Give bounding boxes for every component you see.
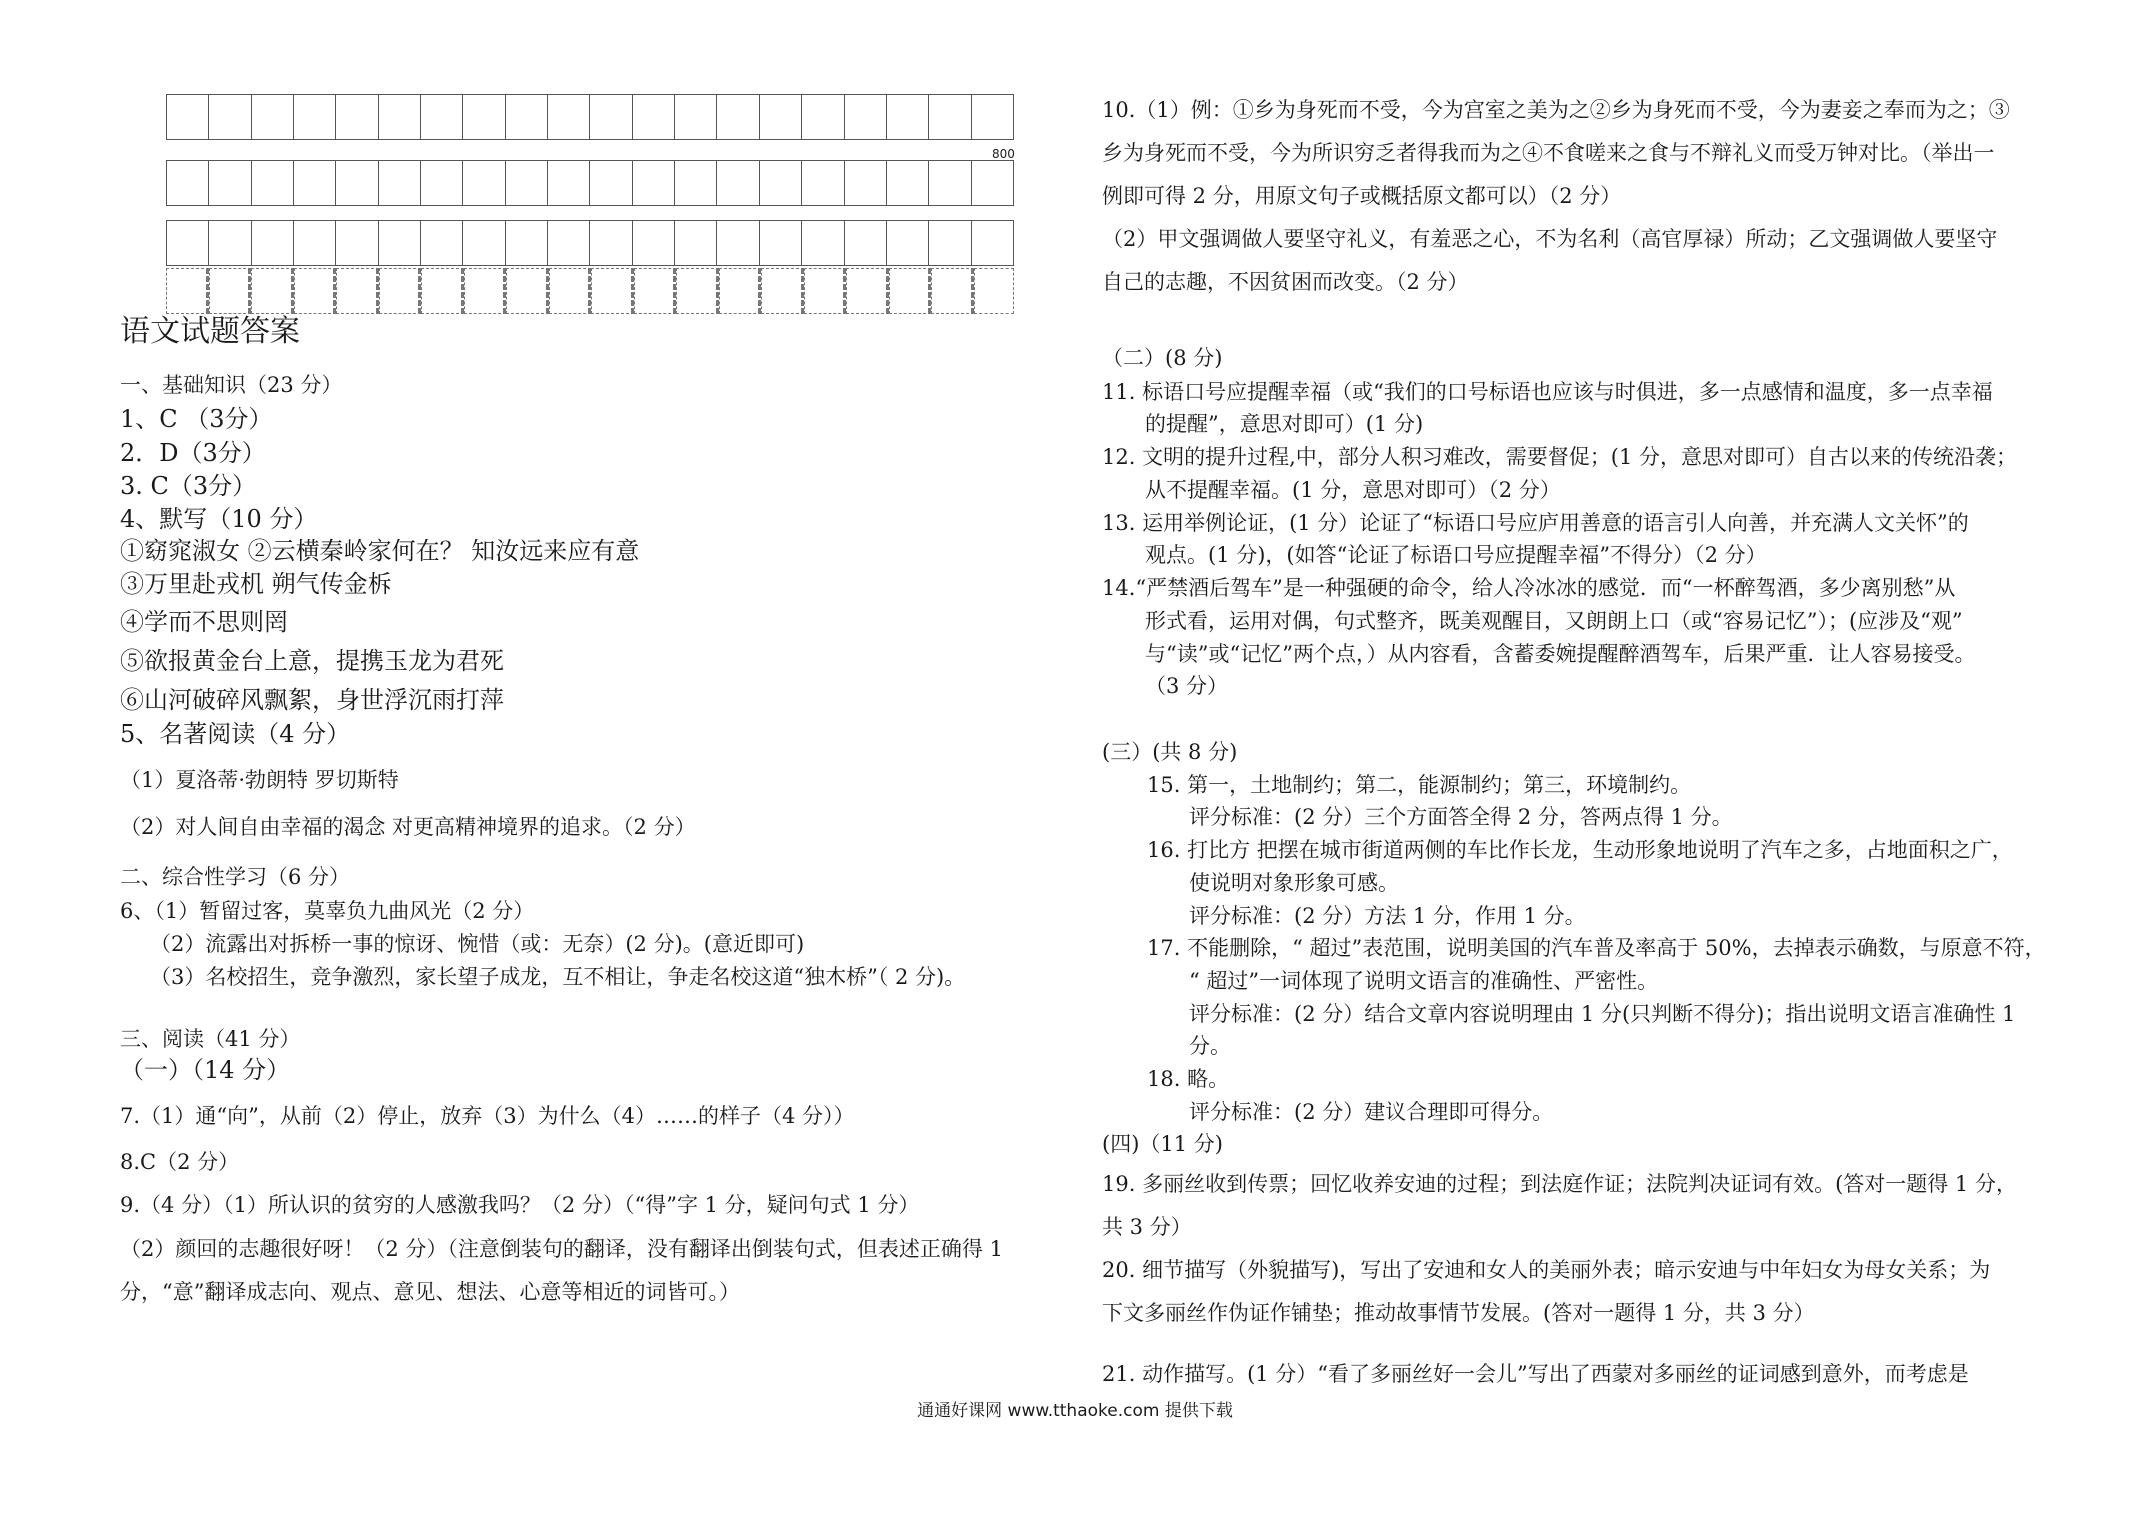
grid-row: [166, 94, 1014, 140]
grid-cell: [589, 160, 631, 206]
grid-cell: [549, 268, 592, 314]
grid-cell: [335, 160, 377, 206]
grid-cell: [251, 94, 293, 140]
grid-cell: [928, 94, 970, 140]
answer-line: ⑥山河破碎风飘絮，身世浮沉雨打萍: [120, 686, 504, 714]
grid-cell: [293, 160, 335, 206]
answer-line: （2）颜回的志趣很好呀！（2 分）（注意倒装句的翻译，没有翻译出倒装句式，但表述正确得 1: [120, 1237, 1003, 1261]
grid-cell: [379, 268, 422, 314]
grid-cell: [462, 220, 504, 266]
grid-cell: [335, 94, 377, 140]
answer-line: 1、C （3分）: [120, 405, 273, 433]
answer-line: 12. 文明的提升过程,中，部分人积习难改，需要督促；(1 分，意思对即可）自古以来的传统沿袭；: [1102, 445, 2017, 469]
grid-cell: [420, 160, 462, 206]
answer-line: 观点。(1 分)，(如答“论证了标语口号应提醒幸福”不得分）（2 分）: [1145, 543, 1767, 567]
answer-line: 使说明对象形象可感。: [1189, 871, 1399, 895]
answer-line: （2）对人间自由幸福的渴念 对更高精神境界的追求。（2 分）: [120, 815, 696, 839]
grid-cell: [251, 220, 293, 266]
grid-cell: [506, 268, 549, 314]
grid-cell: [421, 268, 464, 314]
answer-line: “ 超过”一词体现了说明文语言的准确性、严密性。: [1189, 969, 1659, 993]
grid-cell: [293, 94, 335, 140]
grid-cell: [293, 220, 335, 266]
grid-cell: [208, 160, 250, 206]
answer-line: （2）甲文强调做人要坚守礼义，有羞恶之心，不为名利（高官厚禄）所动；乙文强调做人要坚守: [1102, 227, 1998, 251]
footer-text: 通通好课网 www.tthaoke.com 提供下载: [917, 1401, 1233, 1421]
grid-cell: [674, 94, 716, 140]
grid-cell: [251, 268, 294, 314]
grid-cell: [166, 94, 208, 140]
grid-cell: [759, 220, 801, 266]
grid-cell: [974, 268, 1015, 314]
grid-cell: [928, 220, 970, 266]
grid-cell: [589, 220, 631, 266]
answer-line: 6、（1）暂留过客，莫辜负九曲风光（2 分）: [120, 899, 535, 923]
answer-line: 5、名著阅读（4 分）: [120, 720, 351, 748]
scoring-line: 评分标准：(2 分）三个方面答全得 2 分，答两点得 1 分。: [1189, 805, 1733, 829]
grid-cell: [251, 160, 293, 206]
grid-cell: [886, 160, 928, 206]
grid-cell: [378, 220, 420, 266]
grid-cell: [209, 268, 252, 314]
answer-line: 共 3 分）: [1102, 1215, 1192, 1239]
answer-line: 19. 多丽丝收到传票；回忆收养安迪的过程；到法庭作证；法院判决证词有效。(答对一题得 1 分，: [1102, 1172, 2017, 1196]
answer-line: 9.（4 分）（1）所认识的贫穷的人感激我吗？（2 分）（“得”字 1 分，疑问句式 1 分）: [120, 1193, 920, 1217]
grid-cell: [166, 268, 209, 314]
section-heading: 二、综合性学习（6 分）: [120, 865, 351, 889]
answer-line: 从不提醒幸福。(1 分，意思对即可）（2 分）: [1145, 478, 1561, 502]
answer-line: 8.C（2 分）: [120, 1150, 240, 1174]
answer-line: 17. 不能删除，“ 超过”表范围，说明美国的汽车普及率高于 50%，去掉表示确数，与原意不符，: [1147, 936, 2046, 960]
answer-line: 16. 打比方 把摆在城市街道两侧的车比作长龙，生动形象地说明了汽车之多，占地面积之广，: [1147, 838, 2013, 862]
grid-cell: [335, 220, 377, 266]
answer-line: 4、默写（10 分）: [120, 505, 318, 533]
grid-cell: [632, 160, 674, 206]
grid-cell: [589, 94, 631, 140]
section-heading: 三、阅读（41 分）: [120, 1027, 301, 1051]
grid-cell: [166, 160, 208, 206]
answer-line: 的提醒”，意思对即可）(1 分): [1145, 412, 1424, 436]
answer-line: 18. 略。: [1147, 1067, 1230, 1091]
grid-cell: [801, 160, 843, 206]
answer-line: ⑤欲报黄金台上意，提携玉龙为君死: [120, 647, 504, 675]
grid-cell: [801, 220, 843, 266]
answer-line: 下文多丽丝作伪证作铺垫；推动故事情节发展。(答对一题得 1 分，共 3 分）: [1102, 1301, 1815, 1325]
grid-cell: [674, 220, 716, 266]
grid-cell: [166, 220, 208, 266]
scoring-line: 评分标准：(2 分）方法 1 分，作用 1 分。: [1189, 904, 1586, 928]
grid-cell: [971, 160, 1014, 206]
grid-cell: [886, 220, 928, 266]
grid-cell: [716, 94, 758, 140]
grid-cell: [464, 268, 507, 314]
section-heading: （二）(8 分): [1102, 346, 1223, 370]
grid-cell: [674, 160, 716, 206]
answer-line: 15. 第一，土地制约；第二，能源制约；第三，环境制约。: [1147, 773, 1692, 797]
section-heading: (四)（11 分): [1102, 1132, 1223, 1156]
grid-cell: [462, 94, 504, 140]
scoring-line: 评分标准：(2 分）建议合理即可得分。: [1189, 1100, 1554, 1124]
grid-cell: [294, 268, 337, 314]
answer-line: （3 分）: [1145, 674, 1229, 698]
answer-line: （1）夏洛蒂·勃朗特 罗切斯特: [120, 768, 399, 792]
grid-cell: [761, 268, 804, 314]
grid-cell: [928, 160, 970, 206]
section-heading: （一）（14 分）: [120, 1056, 291, 1084]
section-heading: (三）(共 8 分): [1102, 740, 1238, 764]
answer-title: 语文试题答案: [120, 314, 300, 349]
grid-cell: [801, 94, 843, 140]
grid-cell: [971, 94, 1014, 140]
answer-line: 2．D（3分）: [120, 439, 266, 467]
grid-cell: [547, 94, 589, 140]
grid-cell: [716, 160, 758, 206]
grid-cell: [844, 94, 886, 140]
section-heading: 一、基础知识（23 分）: [120, 373, 343, 397]
grid-cell: [505, 94, 547, 140]
grid-cell: [676, 268, 719, 314]
grid-cell: [632, 94, 674, 140]
answer-line: 乡为身死而不受，今为所识穷乏者得我而为之④不食嗟来之食与不辩礼义而受万钟对比。（举出一: [1102, 141, 1995, 165]
grid-count-label: 800: [992, 147, 1015, 161]
answer-line: 20. 细节描写（外貌描写)，写出了安迪和女人的美丽外表；暗示安迪与中年妇女为母女关系；为: [1102, 1258, 1991, 1282]
grid-cell: [931, 268, 974, 314]
answer-line: 21. 动作描写。(1 分）“看了多丽丝好一会儿”写出了西蒙对多丽丝的证词感到意外，而考虑是: [1102, 1362, 1969, 1386]
grid-cell: [759, 94, 801, 140]
scoring-line: 评分标准：(2 分）结合文章内容说明理由 1 分(只判断不得分)；指出说明文语言准确性 1: [1189, 1002, 2016, 1026]
grid-cell: [378, 160, 420, 206]
grid-cell: [420, 94, 462, 140]
grid-cell: [505, 220, 547, 266]
grid-cell: [462, 160, 504, 206]
grid-cell: [547, 220, 589, 266]
grid-cell: [846, 268, 889, 314]
grid-row: [166, 268, 1014, 314]
grid-cell: [634, 268, 677, 314]
answer-line: 10.（1）例：①乡为身死而不受，今为宫室之美为之②乡为身死而不受，今为妻妾之奉而为之；③: [1102, 98, 2010, 122]
answer-line: 分，“意”翻译成志向、观点、意见、想法、心意等相近的词皆可。）: [120, 1280, 740, 1304]
answer-line: ④学而不思则罔: [120, 608, 288, 636]
grid-cell: [505, 160, 547, 206]
grid-cell: [591, 268, 634, 314]
grid-cell: [886, 94, 928, 140]
grid-row: [166, 160, 1014, 206]
answer-line: 3. C（3分）: [120, 472, 257, 500]
grid-cell: [844, 220, 886, 266]
grid-cell: [336, 268, 379, 314]
answer-line: ①窈窕淑女 ②云横秦岭家何在？ 知汝远来应有意: [120, 537, 640, 565]
answer-line: 自己的志趣，不因贫困而改变。（2 分）: [1102, 270, 1469, 294]
answer-line: 与“读”或“记忆”两个点，）从内容看，含蓄委婉提醒醉酒驾车，后果严重．让人容易接受。: [1145, 642, 1976, 666]
grid-cell: [378, 94, 420, 140]
grid-cell: [208, 94, 250, 140]
answer-line: （2）流露出对拆桥一事的惊讶、惋惜（或：无奈）(2 分)。(意近即可): [150, 932, 805, 956]
answer-line: ③万里赴戎机 朔气传金柝: [120, 570, 392, 598]
grid-cell: [759, 160, 801, 206]
answer-line: 11. 标语口号应提醒幸福（或“我们的口号标语也应该与时俱进，多一点感情和温度，多一点幸福: [1102, 380, 1993, 404]
answer-line: 例即可得 2 分，用原文句子或概括原文都可以）（2 分）: [1102, 184, 1622, 208]
grid-cell: [971, 220, 1014, 266]
scoring-line: 分。: [1189, 1034, 1231, 1058]
answer-line: 14.“严禁酒后驾车”是一种强硬的命令，给人冷冰冰的感觉．而“一杯醉驾酒，多少离别愁”从: [1102, 576, 1956, 600]
answer-line: 7.（1）通“向”，从前（2）停止，放弃（3）为什么（4）……的样子（4 分））: [120, 1104, 855, 1128]
grid-cell: [804, 268, 847, 314]
grid-cell: [844, 160, 886, 206]
grid-cell: [632, 220, 674, 266]
grid-row: [166, 220, 1014, 266]
answer-line: （3）名校招生，竞争激烈，家长望子成龙，互不相让，争走名校这道“独木桥”（ 2 分)。: [150, 965, 966, 989]
grid-cell: [208, 220, 250, 266]
answer-line: 13. 运用举例论证，(1 分）论证了“标语口号应庐用善意的语言引人向善，并充满人文关怀”的: [1102, 511, 1969, 535]
grid-cell: [889, 268, 932, 314]
answer-line: 形式看，运用对偶，句式整齐，既美观醒目，又朗朗上口（或“容易记忆”）；(应涉及“观”: [1145, 609, 1963, 633]
grid-cell: [716, 220, 758, 266]
grid-cell: [420, 220, 462, 266]
grid-cell: [547, 160, 589, 206]
grid-cell: [719, 268, 762, 314]
